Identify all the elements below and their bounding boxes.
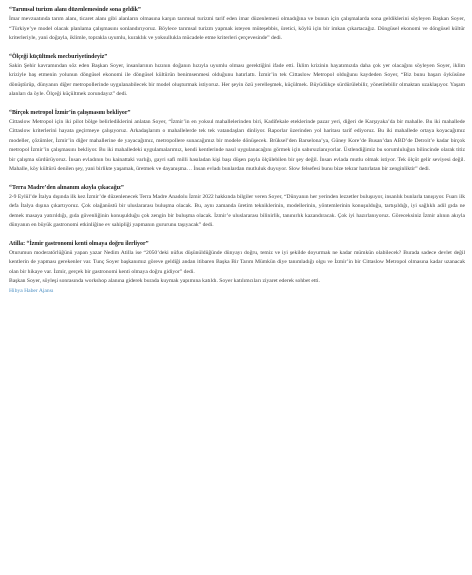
paragraph-workshop: Başkan Soyer, söyleşi sonrasında workshop alanına giderek burada kuymak yapımına katıldı. Soyer katılımcıları ziyaret ederek sohbet etti. [9,278,320,285]
section-spacer [9,231,465,240]
section-spacer [9,175,465,184]
section-heading-gastronomi-kenti: Atilla: “İzmir gastronomi kenti olmaya doğru ilerliyor” [9,240,149,247]
section-spacer [9,100,465,109]
section-heading-tarimsal-turizm: “Tarımsal turizm alanı düzenlemesinde sona geldik” [9,7,141,13]
section-heading-metropol-bekliyor: “Birçok metropol İzmir’in çalışmasını bekliyor” [9,109,131,116]
section-spacer [9,44,465,53]
paragraph-tarimsal-turizm: İmar mevzuatında tarım alanı, ticaret alanı gibi alanların olmasına karşın tarımsal turizmi tarif eden imar düzenlemesi olmadığına ve bunun için çalışmalarda sona geldiklerini söyleyen Başkan Soyer, “Türkiye’ye model olacak planlama çalışmasını sonlandırıyoruz. Böylece tarımsal turizm yapmak isteyen müteşebbis, üretici, köylü için bir imkan çıkartacağız. Döngüsel ekonomi ve döngüsel kültür kriterleriyle, yani doğayla, iklimle, toprakla uyumlu, kuraklık ve yoksullukla mücadele etme kriterleri çerçevesinde” dedi. [9,16,465,42]
article-body [9,6,465,296]
paragraph-metropol-bekliyor: Cittaslow Metropol için iki pilot bölge belirlediklerini anlatan Soyer, “İzmir’in en yoksul mahallelerinden biri, Kadifekale eteklerinde pazar yeri, diğeri de Karşıyaka’da bir mahalle. Bu iki mahallede Cittaslow kriterlerini hayata geçirmeye çalışıyoruz. Arkadaşlarım o mahallelerde tek tek vatandaşları dinliyor. Raporlar üzerinden yol haritası tarif ediyoruz. Bu iki mahallede ortaya koyacağımız modeller, çözümler, İzmir’in diğer mahallerine de yayacağımız, metropollere sunacağımız bir modele dönüşecek. Brüksel’den Barselona’ya, Güney Kore’de Busan’dan ABD’de Detroit’e kadar birçok metropol İzmir’in çalışmasını bekliyor. Bu iki mahalledeki uygulamalarımız, kendi kentlerinde nasıl uygulanacağını görmek için sabırsızlanıyorlar. Üstlendiğimiz bu sorumluluğun bilincinde olarak titiz bir çalışma sürdürüyoruz. İnsan evladının bu kainattaki varlığı, gayri safi milli hasıladan kişi başı düşen payla ölçülebilen bir şey değil. İnsan evlada mutlu olmak istiyor. Tek ölçüt gelir seviyesi değil. Mahalle, köy kültürü denilen şey, yani birlikte yaşamak, üretmek ve dayanışma… İnsan evladı bunlardan mutluluk duyuyor. Slow felsefesi bunu bize tekrar hatırlatan bir zenginliktir” dedi. [9,119,465,173]
paragraph-gastronomi-kenti: Oturumun moderatörlüğünü yapan yazar Nedim Atilla ise “2050’deki nüfus düşünüldüğünde dünyayı doğru, temiz ve iyi şekilde doyurmak ne kadar mümkün olabilecek? Burada sadece devlet değil kentlerin de yapması gerekenler var. Tunç Soyer başkanımız göreve geldiği andan itibaren Başka Bir Tarım Mümkün diye tanımladığı olgu ve İzmir’in bir Cittaslow Metropol olmasına kadar uzanacak olan bir hikaye var. İzmir, gerçek bir gastronomi kenti olmaya doğru gidiyor” dedi. [9,249,465,275]
source-link[interactable]: Hibya Haber Ajansı [9,287,54,294]
paragraph-terra-madre: 2-9 Eylül’de İtalya dışında ilk kez İzmir’de düzenlenecek Terra Madre Anadolu İzmir 2022 hakkında bilgiler veren Soyer, “Dünyanın her yerinden lezzetler buluşuyor, insanlık bunlarla tanışıyor. Fuarı ilk defa İtalya dışına çıkartıyoruz. Çok olağanüstü bir uluslararası buluşma olacak. Bu, aynı zamanda üretim tekniklerinin, modellerinin, yöntemlerinin konuşulduğu, tartışıldığı, iyi sağlıklı adil gıda ne demek masaya yatırıldığı, gıda güvenliğinin konuşulduğu çok zengin bir buluşma olacak. İzmir’e uluslararası bilinirlik, tanınırlık kazandıracak. Çok iyi hazırlanıyoruz. Göreceksiniz İzmir alının akıyla dünyanın en büyük gastronomi etkinliğine ev sahipliği yapmanın gururunu taşıyacak” dedi. [9,193,465,229]
section-heading-olcegi-kucultmek: “Ölçeği küçültmek mecburiyetindeyiz” [9,53,108,60]
section-heading-terra-madre: “Terra Madre’den alınanım akıyla çıkacağız” [9,184,124,191]
paragraph-olcegi-kucultmek: Sakin Şehir kavramından söz eden Başkan Soyer, insanlarının hızının doğanın hızıyla uyumlu olması gerektiğini ifade etti. İklim krizinin hayatımızda daha çok yer olacağını söyleyen Soyer, iklim kriziyle baş etmenin yolunun döngüsel ekonomi ile döngüsel kültürün benimsenmesi olduğunu hatırlattı. İzmir’in tek Cittaslow Metropol olduğunu kaydeden Soyer, “Biz bunu başarı öyküsüne dönüştürüp, dünyanın diğer metropollerinde uygulanabilecek bir model oluşturmak istiyoruz. Her şeyin özü yerelleşmek, küçülmek. Büyüdükçe sürdürülebilir, yönetilebilir olmaktan uzaklaşıyor. Yaşam alanları da öyle. Ölçeği küçültmek zorundayız” dedi. [9,63,465,98]
